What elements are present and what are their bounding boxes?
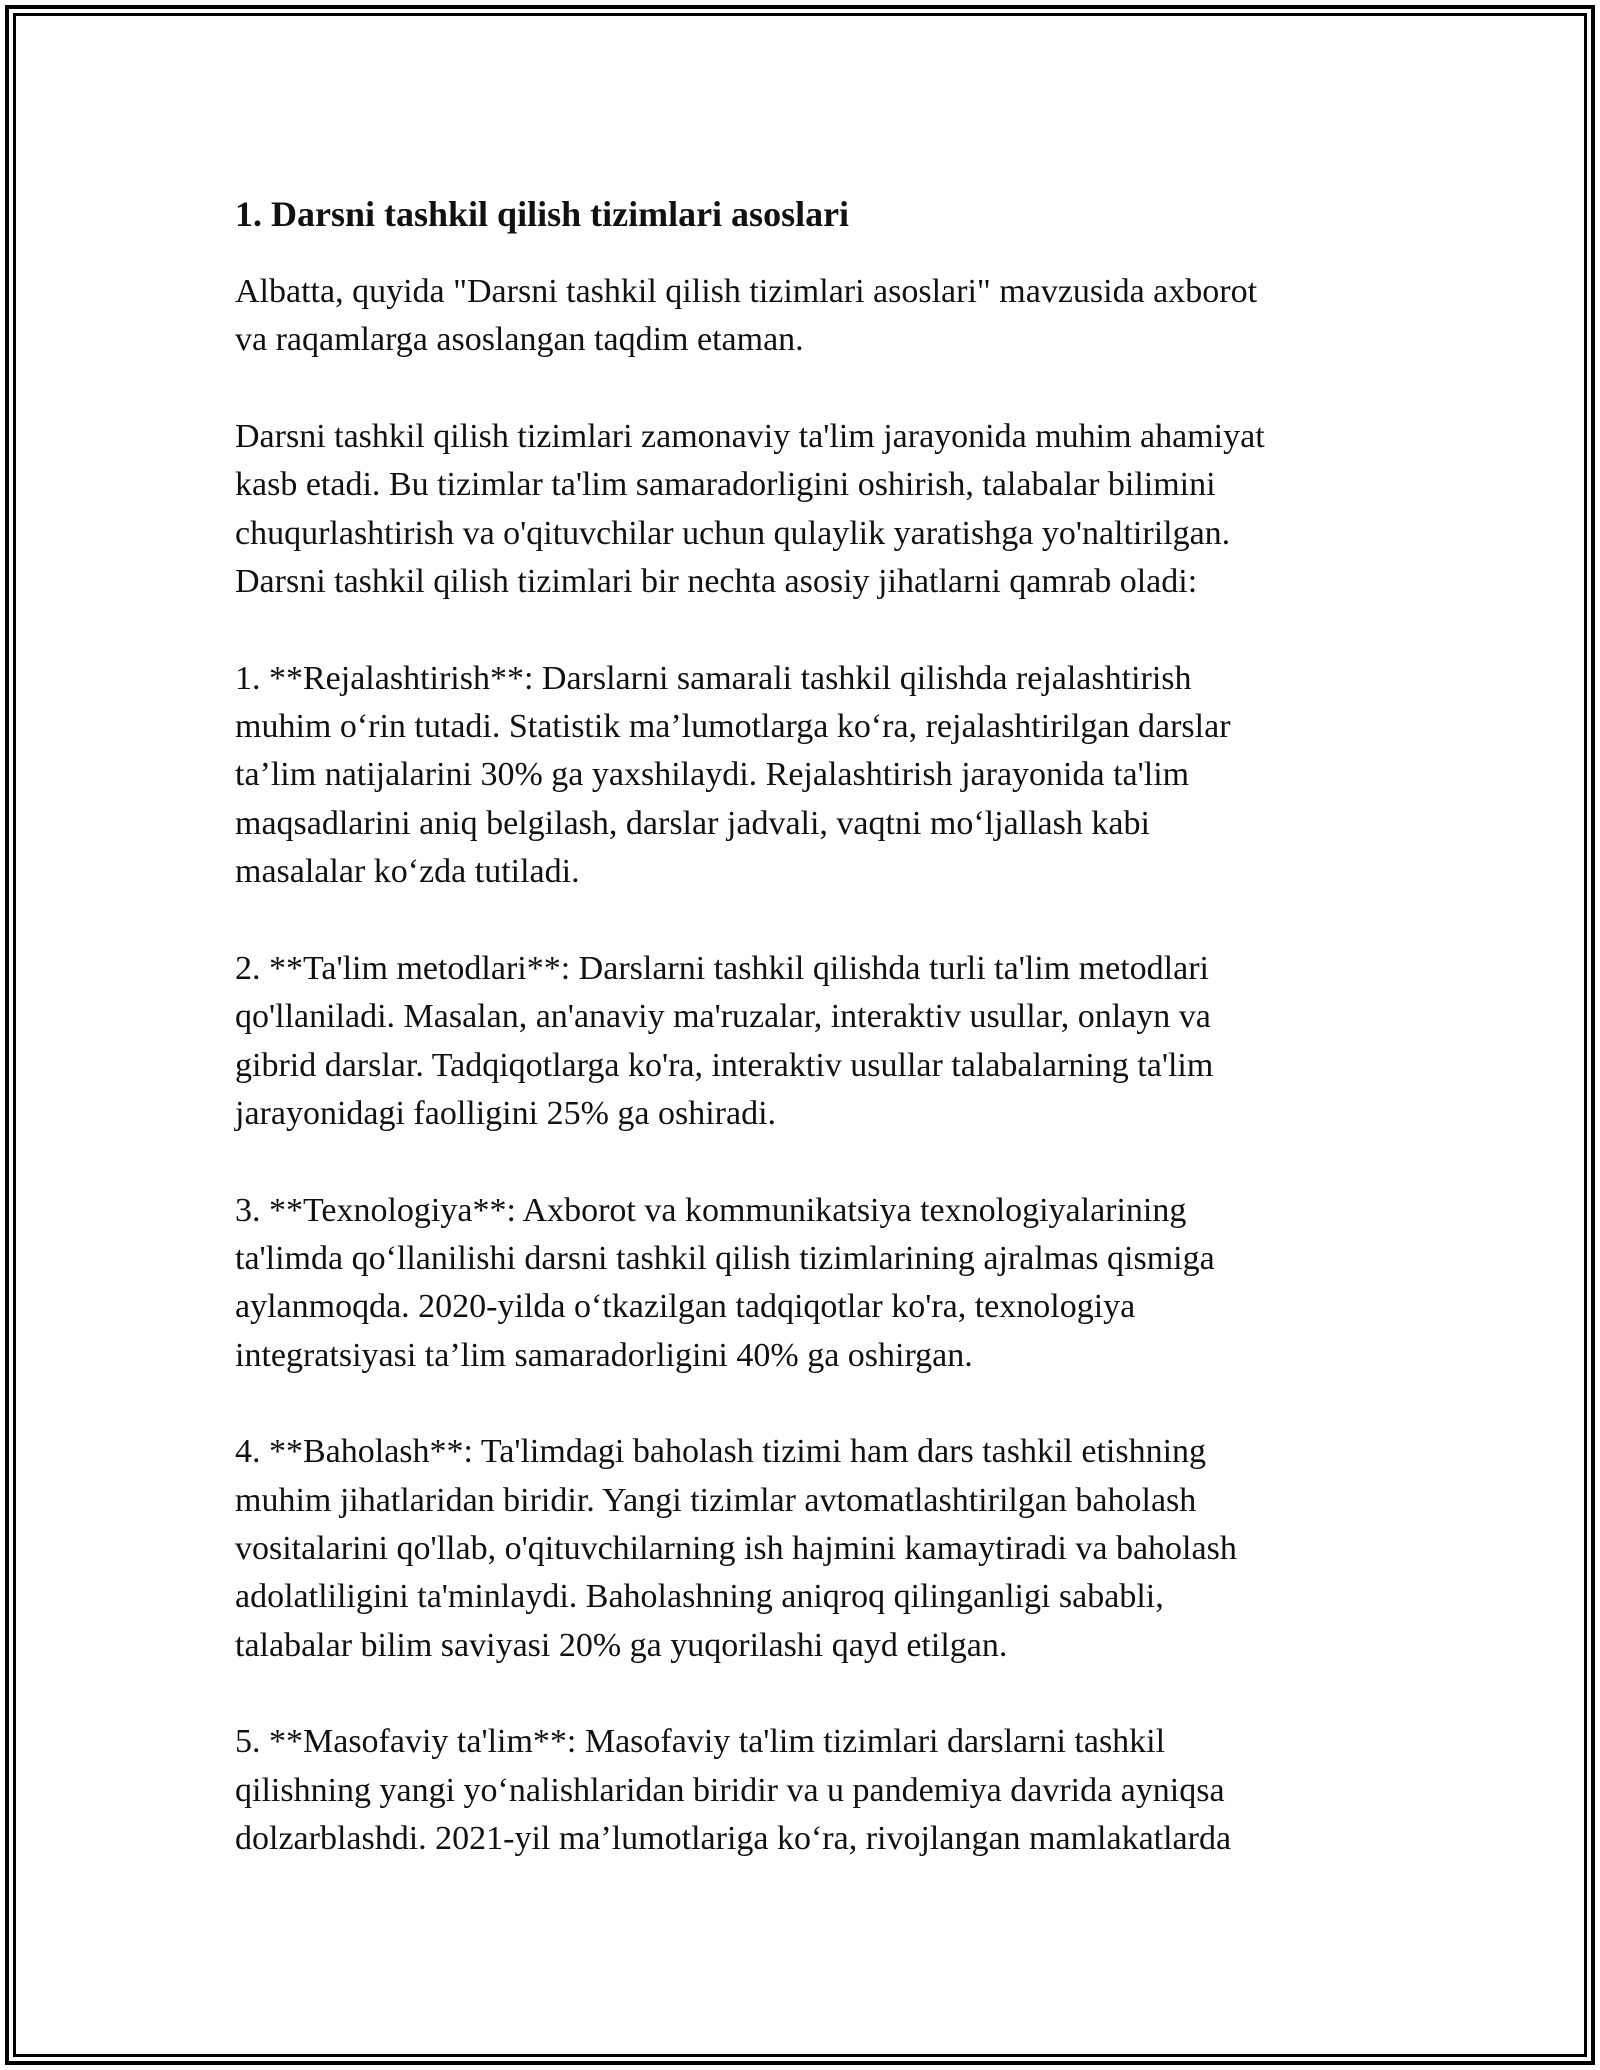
text-line: kasb etadi. Bu tizimlar ta'lim samaradorligini oshirish, talabalar bilimini (235, 466, 1216, 504)
document-heading: 1. Darsni tashkil qilish tizimlari asoslari (235, 194, 850, 234)
text-line: talabalar bilim saviyasi 20% ga yuqorilashi qayd etilgan. (235, 1626, 1008, 1664)
text-line: 3. **Texnologiya**: Axborot va kommunikatsiya texnologiyalarining (235, 1191, 1187, 1229)
list-item-assessment (235, 1428, 1535, 1670)
text-line: ta'limda qo‘llanilishi darsni tashkil qilish tizimlarining ajralmas qismiga (235, 1239, 1215, 1277)
text-line: muhim o‘rin tutadi. Statistik ma’lumotlarga ko‘ra, rejalashtirilgan darslar (235, 708, 1231, 746)
overview-paragraph (235, 413, 1535, 606)
list-item-distance-learning (235, 1718, 1535, 1863)
text-line: aylanmoqda. 2020-yilda o‘tkazilgan tadqiqotlar ko'ra, texnologiya (235, 1288, 1136, 1326)
text-line: Darsni tashkil qilish tizimlari zamonaviy ta'lim jarayonida muhim ahamiyat (235, 418, 1265, 456)
text-line: maqsadlarini aniq belgilash, darslar jadvali, vaqtni mo‘ljallash kabi (235, 804, 1150, 842)
text-line: Darsni tashkil qilish tizimlari bir nechta asosiy jihatlarni qamrab oladi: (235, 563, 1198, 601)
text-line: integratsiyasi ta’lim samaradorligini 40% ga oshirgan. (235, 1336, 973, 1374)
text-line: 2. **Ta'lim metodlari**: Darslarni tashkil qilishda turli ta'lim metodlari (235, 949, 1209, 987)
text-line: ta’lim natijalarini 30% ga yaxshilaydi. Rejalashtirish jarayonida ta'lim (235, 756, 1190, 794)
document-body (235, 190, 1535, 1912)
list-item-planning (235, 655, 1535, 897)
text-line: vositalarini qo'llab, o'qituvchilarning ish hajmini kamaytiradi va baholash (235, 1529, 1237, 1567)
text-line: 5. **Masofaviy ta'lim**: Masofaviy ta'lim tizimlari darslarni tashkil (235, 1723, 1166, 1761)
text-line: va raqamlarga asoslangan taqdim etaman. (235, 321, 804, 359)
text-line: dolzarblashdi. 2021-yil ma’lumotlariga ko‘ra, rivojlangan mamlakatlarda (235, 1820, 1232, 1857)
intro-paragraph (235, 268, 1535, 365)
text-line: 4. **Baholash**: Ta'limdagi baholash tizimi ham dars tashkil etishning (235, 1433, 1207, 1471)
text-line: masalalar ko‘zda tutiladi. (235, 853, 580, 891)
text-line: qilishning yangi yo‘nalishlaridan biridir va u pandemiya davrida ayniqsa (235, 1771, 1225, 1809)
text-line: chuqurlashtirish va o'qituvchilar uchun qulaylik yaratishga yo'naltirilgan. (235, 514, 1231, 552)
text-line: Albatta, quyida "Darsni tashkil qilish tizimlari asoslari" mavzusida axborot (235, 273, 1258, 310)
text-line: gibrid darslar. Tadqiqotlarga ko'ra, interaktiv usullar talabalarning ta'lim (235, 1046, 1214, 1084)
text-line: jarayonidagi faolligini 25% ga oshiradi. (235, 1094, 777, 1132)
text-line: 1. **Rejalashtirish**: Darslarni samarali tashkil qilishda rejalashtirish (235, 659, 1192, 697)
text-line: adolatliligini ta'minlaydi. Baholashning aniqroq qilinganligi sababli, (235, 1578, 1164, 1616)
text-line: qo'llaniladi. Masalan, an'anaviy ma'ruzalar, interaktiv usullar, onlayn va (235, 998, 1211, 1036)
list-item-technology (235, 1187, 1535, 1380)
list-item-methods (235, 945, 1535, 1138)
text-line: muhim jihatlaridan biridir. Yangi tizimlar avtomatlashtirilgan baholash (235, 1481, 1197, 1519)
